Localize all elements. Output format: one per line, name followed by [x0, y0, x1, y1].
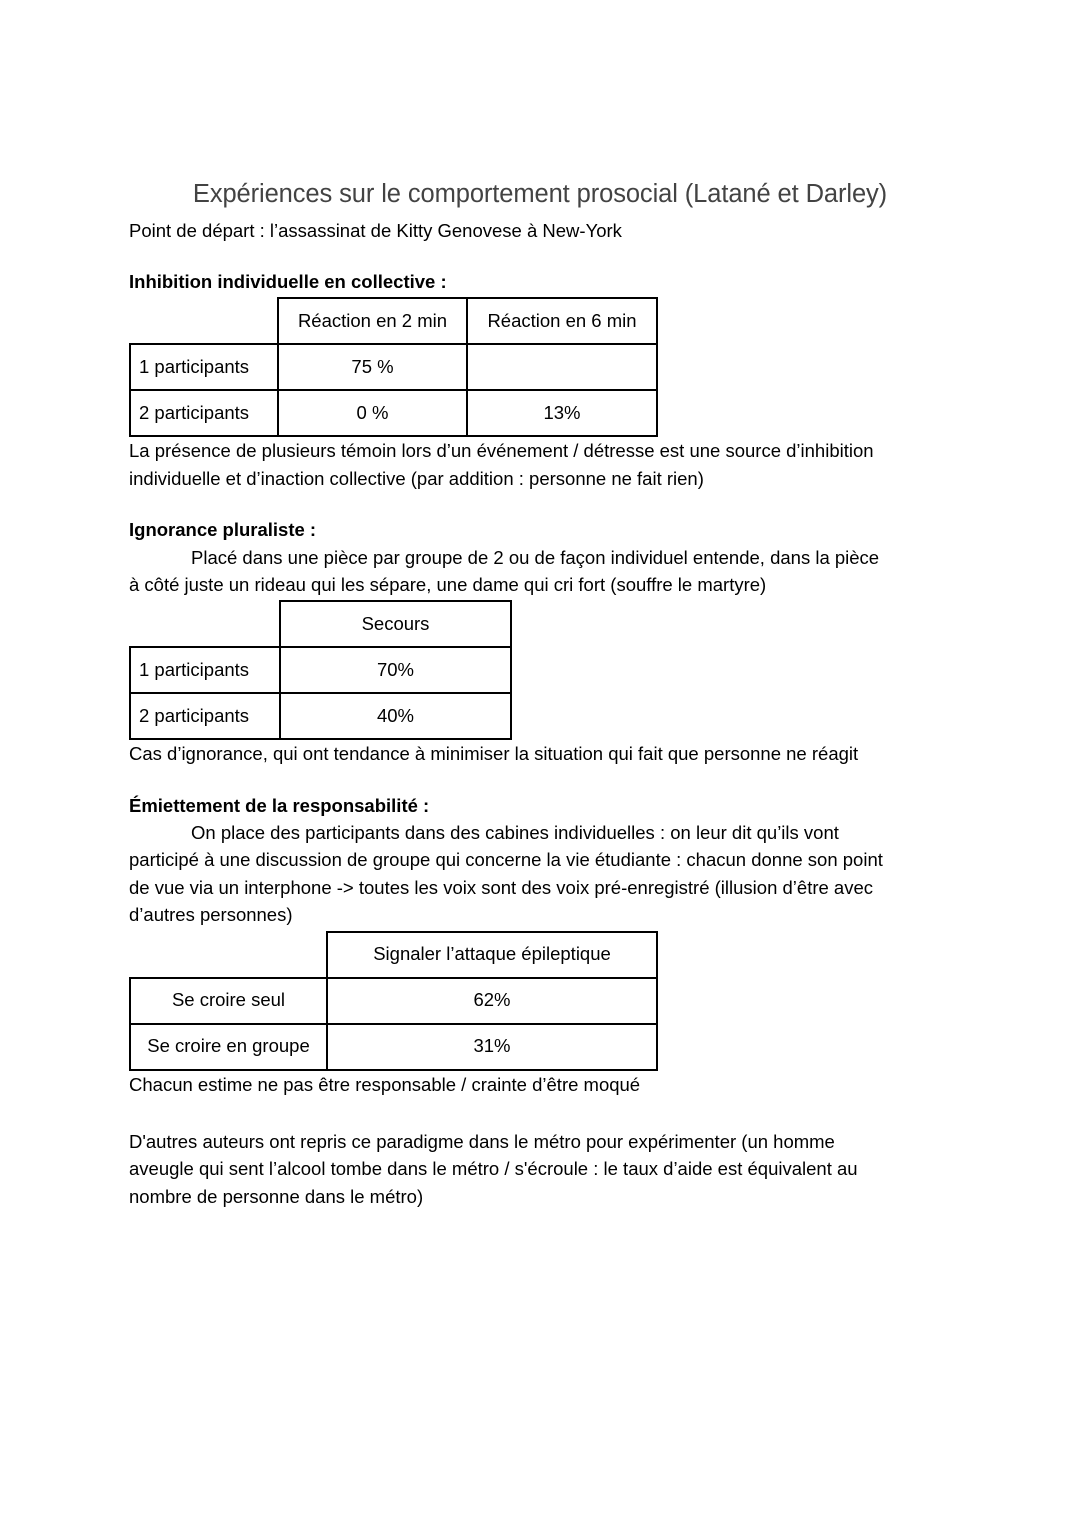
emiettement-note: Chacun estime ne pas être responsable / crainte d’être moqué [129, 1073, 641, 1095]
table-row [130, 693, 511, 739]
row-label: 2 participants [130, 693, 280, 739]
row-label: 2 participants [130, 390, 278, 436]
table-secours [129, 600, 512, 740]
emiettement-body-line-1: On place des participants dans des cabines individuelles : on leur dit qu’ils vont [191, 822, 839, 843]
row-label: 1 participants [130, 344, 278, 390]
emiettement-body-line-3: de vue via un interphone -> toutes les voix sont des voix pré-enregistré (illusion d’être avec [129, 876, 874, 898]
emiettement-body-line-2: participé à une discussion de groupe qui concerne la vie étudiante : chacun donne son point [129, 849, 883, 871]
row-label: Se croire en groupe [130, 1024, 327, 1070]
cell-value: 75 % [278, 344, 467, 390]
cell-value [467, 344, 657, 390]
table-row [130, 647, 511, 693]
table-row [130, 390, 657, 436]
row-label: Se croire seul [130, 978, 327, 1024]
intro-paragraph: Point de départ : l’assassinat de Kitty Genovese à New-York [129, 219, 622, 241]
closing-line-1: D'autres auteurs ont repris ce paradigme dans le métro pour expérimenter (un homme [129, 1130, 835, 1152]
section-heading-inhibition: Inhibition individuelle en collective : [129, 271, 447, 292]
table-header-row [130, 932, 657, 978]
emiettement-body-line-4: d’autres personnes) [129, 904, 293, 926]
table-row [130, 978, 657, 1024]
spacer [129, 768, 951, 792]
closing-line-2: aveugle qui sent l’alcool tombe dans le métro / s'écroule : le taux d’aide est équivalent au [129, 1158, 858, 1180]
section-heading-emiettement: Émiettement de la responsabilité : [129, 794, 430, 816]
inhibition-note-line-1: La présence de plusieurs témoin lors d’un événement / détresse est une source d’inhibition [129, 440, 874, 462]
table-row [130, 1024, 657, 1070]
ignorance-body-line-1: Placé dans une pièce par groupe de 2 ou de façon individuel entende, dans la pièce [191, 546, 880, 568]
table-header-row [130, 601, 511, 647]
cell-value: 40% [280, 693, 511, 739]
table-row [130, 344, 657, 390]
section-heading-ignorance: Ignorance pluraliste : [129, 519, 317, 541]
inhibition-note-line-2: individuelle et d’inaction collective (par addition : personne ne fait rien) [129, 467, 704, 489]
column-header-secours: Secours [280, 601, 511, 647]
spacer [129, 492, 951, 516]
page-title: Expériences sur le comportement prosocial (Latané et Darley) [192, 180, 888, 208]
column-header-reaction-2min: Réaction en 2 min [278, 298, 467, 344]
document-content [129, 178, 951, 1210]
closing-line-3: nombre de personne dans le métro) [129, 1185, 424, 1207]
cell-value: 0 % [278, 390, 467, 436]
spacer [129, 244, 951, 268]
column-header-reaction-6min: Réaction en 6 min [467, 298, 657, 344]
table-corner-cell [130, 932, 327, 978]
cell-value: 31% [327, 1024, 657, 1070]
table-inhibition [129, 297, 658, 437]
cell-value: 70% [280, 647, 511, 693]
spacer [129, 1098, 951, 1128]
cell-value: 62% [327, 978, 657, 1024]
ignorance-note: Cas d’ignorance, qui ont tendance à minimiser la situation qui fait que personne ne réagit [129, 743, 859, 765]
table-header-row [130, 298, 657, 344]
cell-value: 13% [467, 390, 657, 436]
table-signalement [129, 931, 658, 1071]
row-label: 1 participants [130, 647, 280, 693]
ignorance-body-line-2: à côté juste un rideau qui les sépare, une dame qui cri fort (souffre le martyre) [129, 573, 767, 595]
table-corner-cell [130, 298, 278, 344]
table-corner-cell [130, 601, 280, 647]
column-header-signaler-attaque: Signaler l’attaque épileptique [327, 932, 657, 978]
